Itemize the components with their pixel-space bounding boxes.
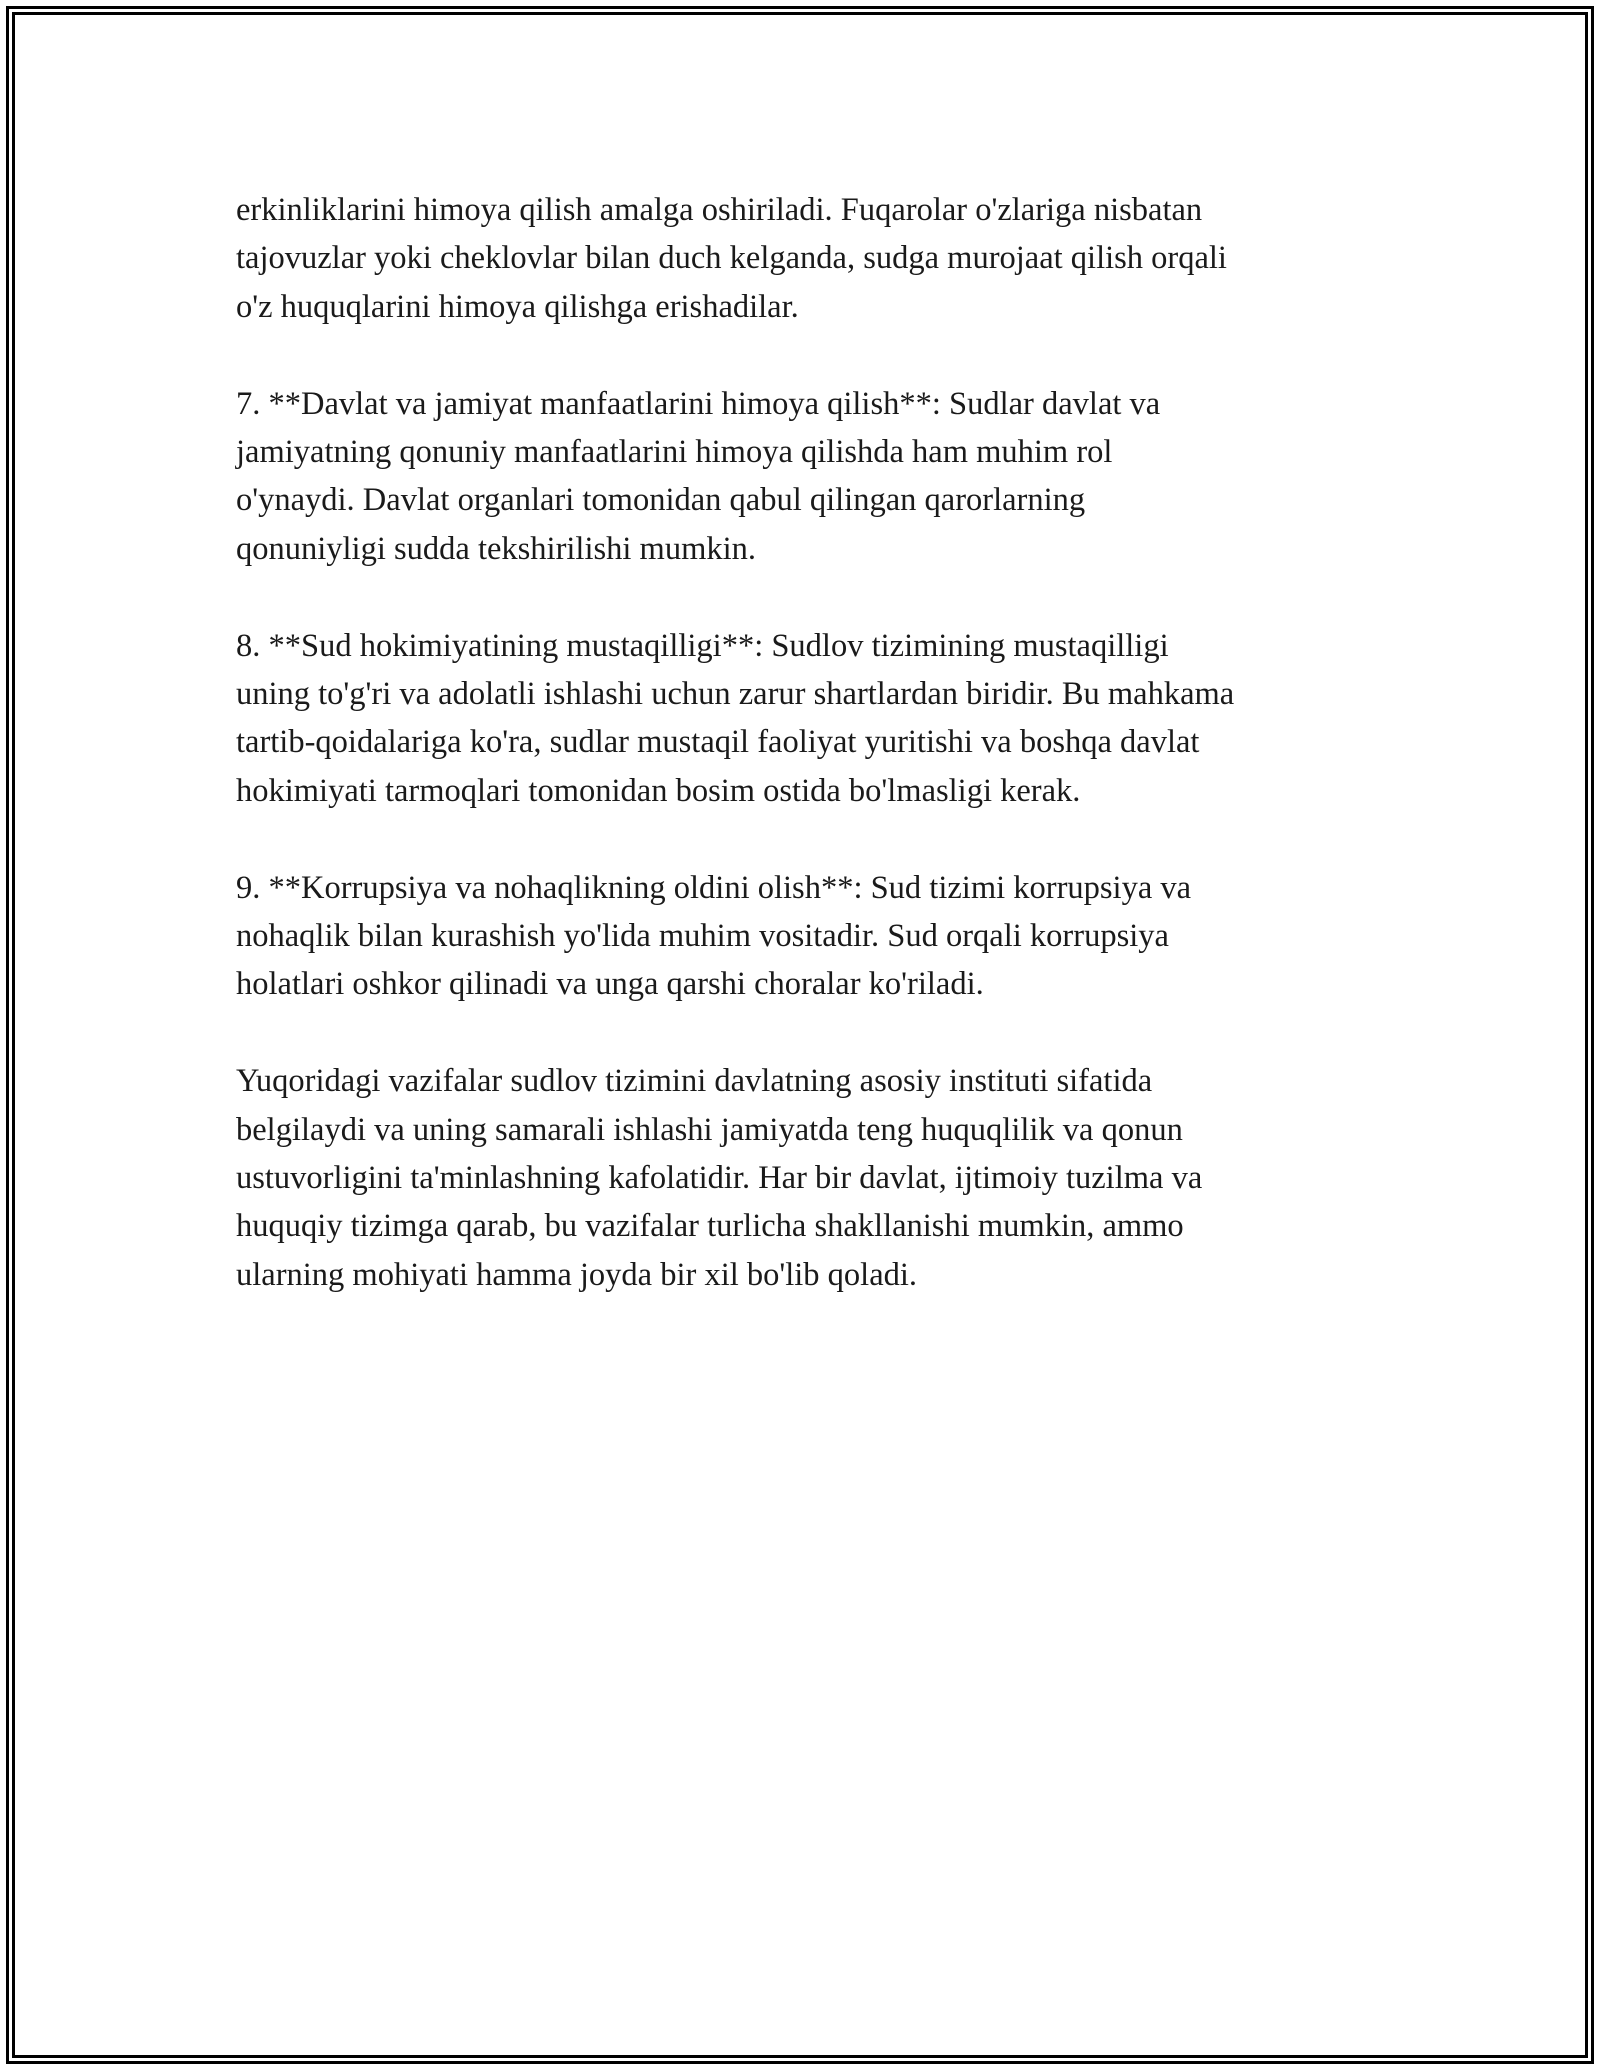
paragraph-item-8: 8. **Sud hokimiyatining mustaqilligi**: Sudlov tizimining mustaqilligi uning to'g'ri va adolatli ishlashi uchun zarur shartlardan biridir. Bu mahkama tartib-qoidalariga ko'ra, sudlar mustaqil faoliyat yuritishi va boshqa davlat hokimiyati tarmoqlari tomonidan bosim ostida bo'lmasligi kerak. <box>236 627 1235 809</box>
paragraph-conclusion: Yuqoridagi vazifalar sudlov tizimini davlatning asosiy instituti sifatida belgilaydi va uning samarali ishlashi jamiyatda teng huquqlilik va qonun ustuvorligini ta'minlashning kafolatidir. Har bir davlat, ijtimoiy tuzilma va huquqiy tizimga qarab, bu vazifalar turlicha shakllanishi mumkin, ammo ularning mohiyati hamma joyda bir xil bo'lib qoladi. <box>236 1063 1203 1293</box>
paragraph-item-7: 7. **Davlat va jamiyat manfaatlarini himoya qilish**: Sudlar davlat va jamiyatning qonuniy manfaatlarini himoya qilishda ham muhim rol o'ynaydi. Davlat organlari tomonidan qabul qilingan qarorlarning qonuniyligi sudda tekshirilishi mumkin. <box>236 385 1161 567</box>
document-body <box>236 186 1376 1348</box>
paragraph-item-9: 9. **Korrupsiya va nohaqlikning oldini olish**: Sud tizimi korrupsiya va nohaqlik bilan kurashish yo'lida muhim vositadir. Sud orqali korrupsiya holatlari oshkor qilinadi va unga qarshi choralar ko'riladi. <box>236 869 1192 1003</box>
paragraph-continuation: erkinliklarini himoya qilish amalga oshiriladi. Fuqarolar o'zlariga nisbatan tajovuzlar yoki cheklovlar bilan duch kelganda, sudga murojaat qilish orqali o'z huquqlarini himoya qilishga erishadilar. <box>236 192 1227 325</box>
